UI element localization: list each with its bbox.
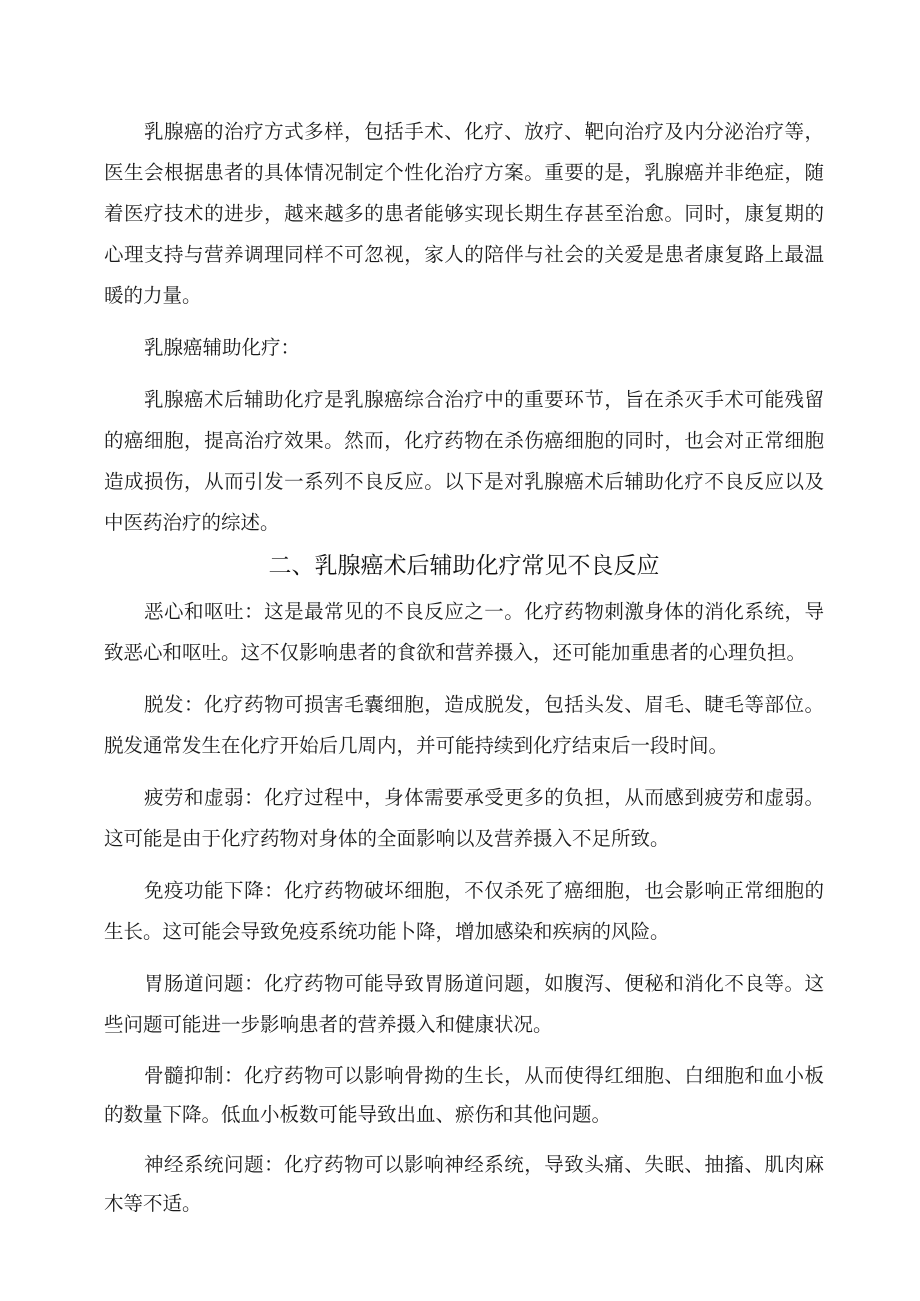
paragraph-gastrointestinal: 胃肠道问题：化疗药物可能导致胃肠道问题，如腹泻、便秘和消化不良等。这些问题可能进一步影响患者的营养摄入和健康状况。 bbox=[104, 972, 824, 1036]
document-body bbox=[104, 111, 824, 1223]
paragraph-immune-decline: 免疫功能下降：化疗药物破坏细胞，不仅杀死了癌细胞，也会影响正常细胞的生长。这可能会导致免疫系统功能卜降，增加感染和疾病的风险。 bbox=[104, 879, 824, 943]
intro-paragraph-treatment: 乳腺癌的治疗方式多样，包括手术、化疗、放疗、靶向治疗及内分泌治疗等，医生会根据患者的具体情况制定个性化治疗方案。重要的是，乳腺癌并非绝症，随着医疗技术的进步，越来越多的患者能够实现长期生存甚至治愈。同时，康复期的心理支持与营养调理同样不可忽视，家人的陪伴与社会的关爱是患者康复路上最温暖的力量。 bbox=[104, 120, 824, 307]
intro-paragraph-adjuvant-label: 乳腺癌辅助化疗： bbox=[144, 336, 301, 359]
intro-paragraph-adjuvant-overview: 乳腺癌术后辅助化疗是乳腺癌综合治疗中的重要环节，旨在杀灭手术可能残留的癌细胞，提高治疗效果。然而，化疗药物在杀伤癌细胞的同时，也会对正常细胞造成损伤，从而引发一系列不良反应。以下是对乳腺癌术后辅助化疗不良反应以及中医药治疗的综述。 bbox=[104, 388, 824, 534]
paragraph-bone-marrow: 骨髓抑制：化疗药物可以影响骨拗的生长，从而使得红细胞、白细胞和血小板的数量下降。低血小板数可能导致出血、瘀伤和其他问题。 bbox=[104, 1064, 824, 1126]
paragraph-hair-loss: 脱发：化疗药物可损害毛囊细胞，造成脱发，包括头发、眉毛、睫毛等部位。脱发通常发生在化疗开始后几周内，并可能持续到化疗结束后一段时间。 bbox=[104, 693, 824, 757]
paragraph-fatigue: 疲劳和虚弱：化疗过程中，身体需要承受更多的负担，从而感到疲劳和虚弱。这可能是由于化疗药物对身体的全面影响以及营养摄入不足所致。 bbox=[104, 786, 824, 850]
paragraph-nausea-vomiting: 恶心和呕吐：这是最常见的不良反应之一。化疗药物刺激身体的消化系统，导致恶心和呕吐。这不仅影响患者的食欲和营养摄入，还可能加重患者的心理负担。 bbox=[104, 600, 824, 664]
paragraph-nervous-system: 神经系统问题：化疗药物可以影响神经系统，导致头痛、失眠、抽搐、肌肉麻木等不适。 bbox=[104, 1153, 824, 1215]
section-heading: 二、乳腺癌术后辅助化疗常见不良反应 bbox=[268, 553, 660, 579]
